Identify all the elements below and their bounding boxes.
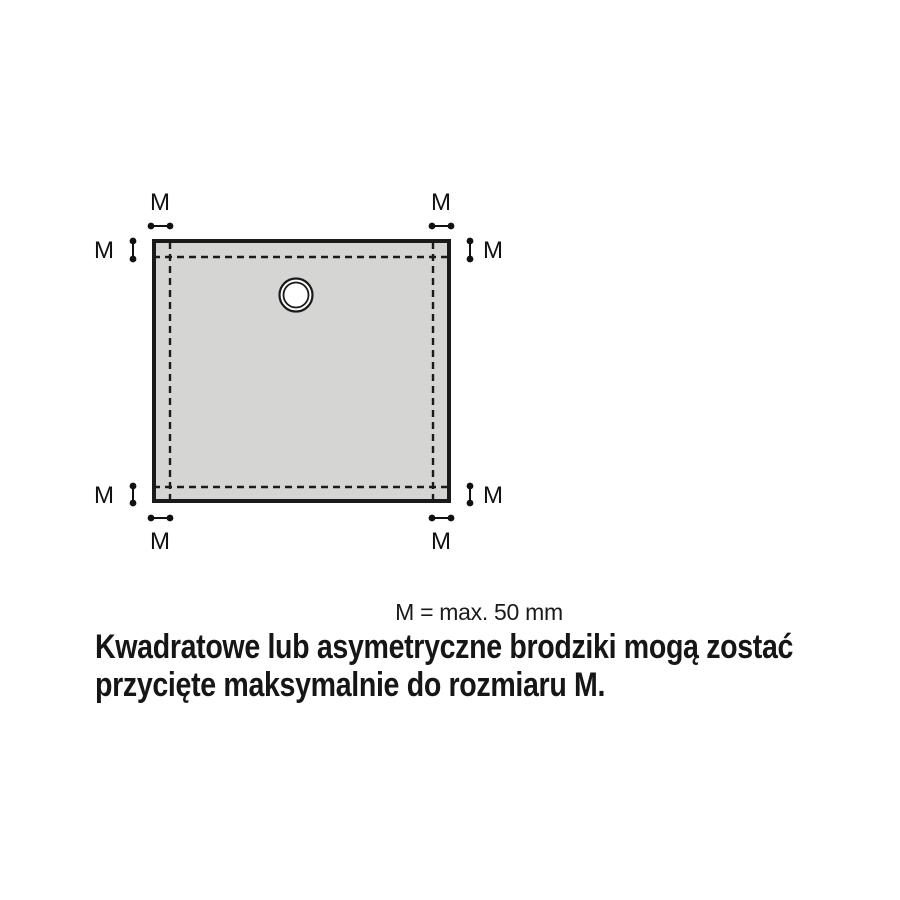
- m-label-right-top: M: [483, 237, 503, 264]
- dimension-marker-top-left: [148, 223, 174, 230]
- m-label-top-right: M: [431, 189, 451, 216]
- m-label-bottom-right: M: [431, 528, 451, 555]
- m-label-top-left: M: [150, 189, 170, 216]
- dimension-marker-left-top: [130, 238, 137, 263]
- dimension-marker-right-top: [467, 238, 474, 263]
- description-line-1: Kwadratowe lub asymetryczne brodziki mogą zostać: [95, 628, 794, 666]
- m-label-left-bottom: M: [94, 482, 114, 509]
- m-label-bottom-left: M: [150, 528, 170, 555]
- drain-icon: [280, 279, 313, 312]
- dimension-marker-right-bottom: [467, 483, 474, 507]
- m-label-left-top: M: [94, 237, 114, 264]
- description-line-2: przycięte maksymalnie do rozmiaru M.: [95, 666, 606, 704]
- dimension-marker-bottom-left: [148, 515, 174, 522]
- dimension-marker-bottom-right: [429, 515, 455, 522]
- dimension-marker-top-right: [429, 223, 455, 230]
- description-text: [95, 628, 793, 704]
- dimension-marker-left-bottom: [130, 483, 137, 507]
- m-label-right-bottom: M: [483, 482, 503, 509]
- measurement-note: M = max. 50 mm: [395, 599, 563, 625]
